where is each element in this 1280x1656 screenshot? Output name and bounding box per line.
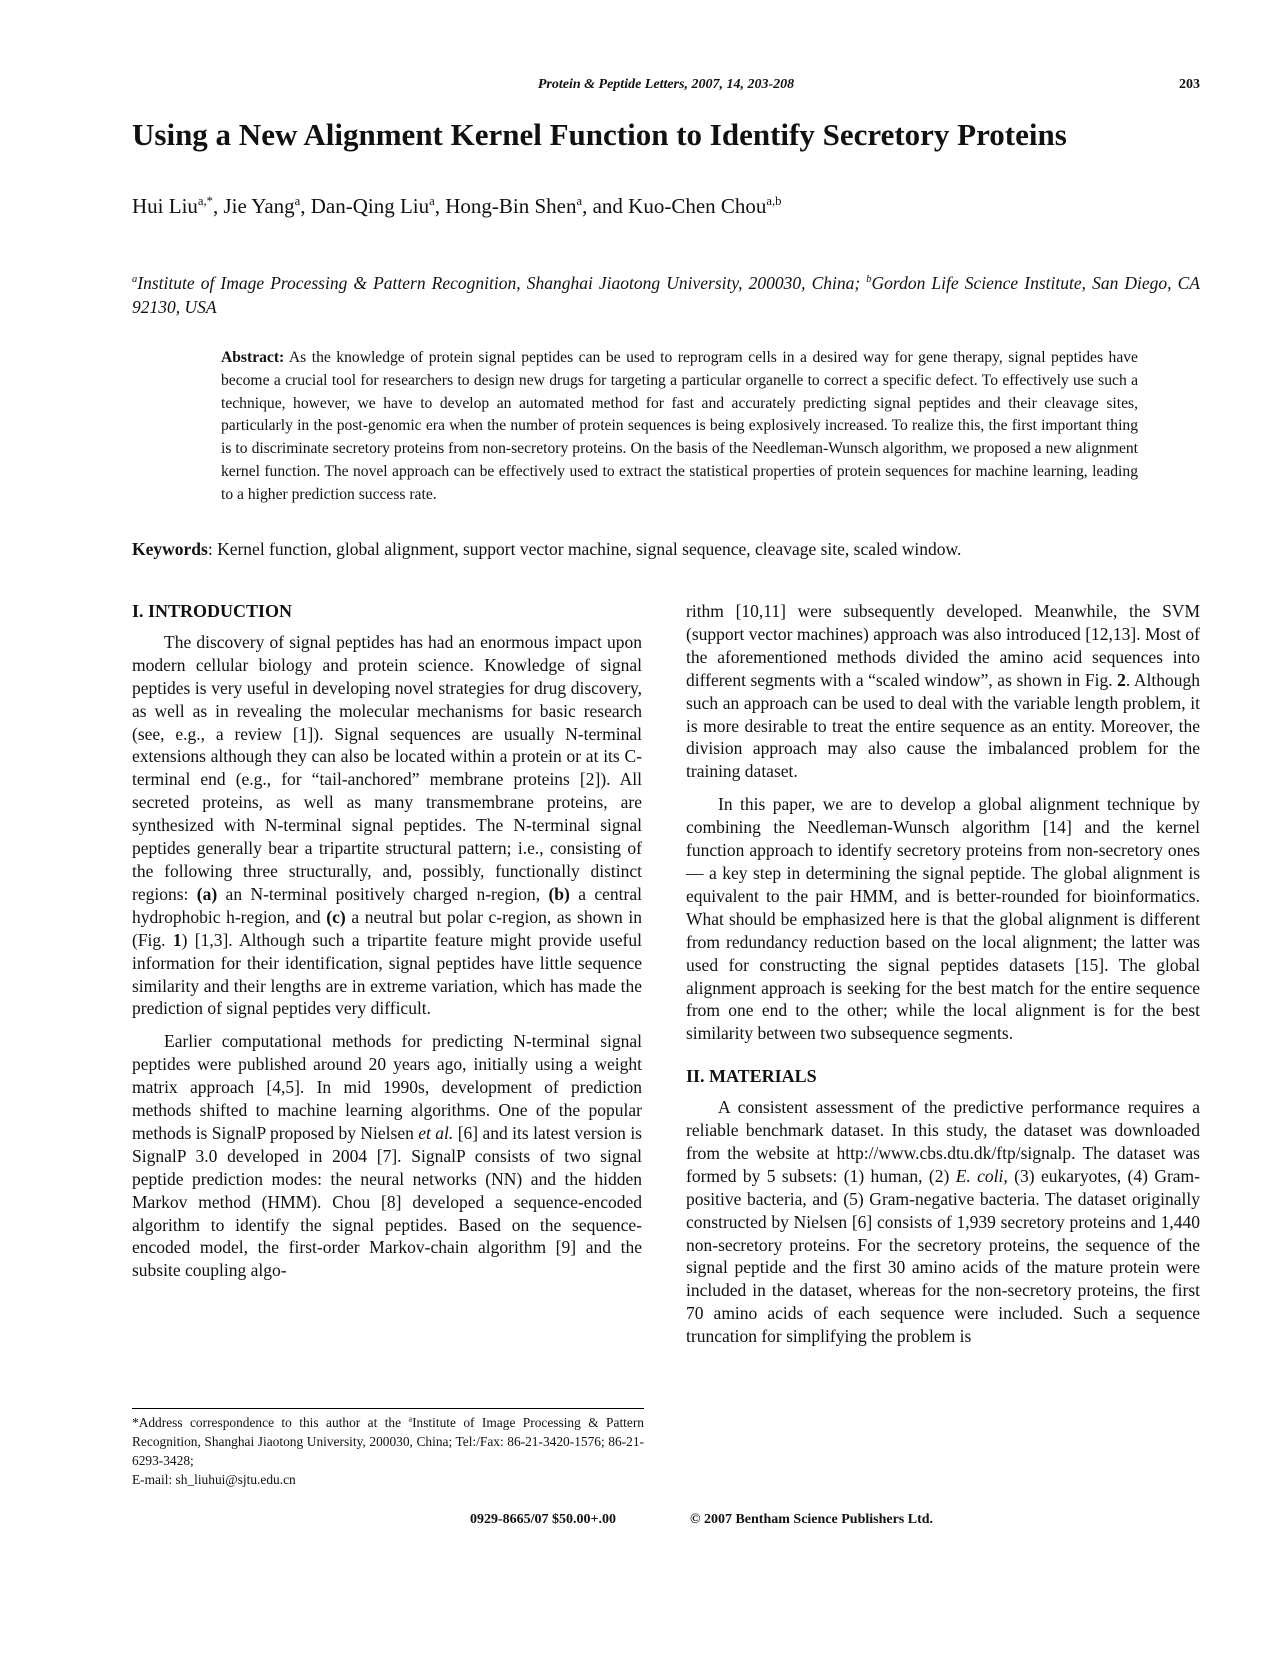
text-run: . Although such an approach can be used to deal with the variable length problem, it is more desirable to treat the entire sequence as an entity. Moreover, the division approach may also cause the imbalanced problem for the training dataset. bbox=[686, 669, 1200, 782]
text-run: Institute of Image Processing & Pattern Recognition, Shanghai Jiaotong University, 200030, China; Tel:/Fax: 86-21-3420-1576; 86-21-6293-3428; bbox=[132, 1415, 644, 1468]
keywords-label: Keywords bbox=[132, 539, 208, 559]
paragraph bbox=[686, 600, 1200, 783]
correspondence-footnote bbox=[132, 1413, 644, 1489]
text-run: (a) bbox=[196, 883, 218, 904]
text-run: *Address correspondence to this author at the bbox=[132, 1415, 409, 1430]
author-affiliation-mark: a bbox=[294, 194, 301, 208]
journal-citation: Protein & Peptide Letters, 2007, 14, 203-208 bbox=[537, 77, 795, 92]
affiliation-mark: a bbox=[408, 1414, 413, 1424]
paragraph: In this paper, we are to develop a global alignment technique by combining the Needleman-Wunsch algorithm [14] and the kernel function approach to identify secretory proteins from non-secretory ones — a key step in determining the signal peptide. The global alignment is equivalent to the pair HMM, and is better-rounded for bioinformatics. What should be emphasized here is that the global alignment is different from redundancy reduction based on the local alignment; the latter was used for constructing the signal peptides datasets [15]. The global alignment approach is seeking for the best match for the entire sequence from one end to the other; while the local alignment is for the best similarity between two subsequence segments. bbox=[686, 794, 1200, 1044]
text-run: ) [1,3]. Although such a tripartite feature might provide useful information for their identification, signal peptides have little sequence similarity and their lengths are in extreme variation, which has made the prediction of signal peptides very difficult. bbox=[132, 929, 642, 1019]
paragraph bbox=[132, 631, 642, 1020]
right-column bbox=[686, 600, 1200, 1358]
copyright-notice: © 2007 Bentham Science Publishers Ltd. bbox=[690, 1512, 934, 1527]
keywords bbox=[132, 538, 1200, 561]
author-name: Hong-Bin Shen bbox=[445, 194, 577, 218]
abstract-label: Abstract: bbox=[221, 349, 285, 366]
author-name: Hui Liu bbox=[132, 194, 198, 218]
affiliation-b: Gordon Life Science Institute, San Diego, CA 92130, USA bbox=[132, 273, 1200, 318]
text-run: a central hydrophobic h-region, and bbox=[132, 883, 642, 927]
author-affiliation-mark: a bbox=[576, 194, 583, 208]
paragraph bbox=[132, 1030, 642, 1282]
author-affiliation-mark: a,* bbox=[197, 194, 213, 208]
page-number: 203 bbox=[1179, 77, 1200, 92]
figure-ref: 2 bbox=[1117, 669, 1126, 690]
text-run: E. coli, bbox=[955, 1165, 1008, 1186]
author-affiliation-mark: a,b bbox=[766, 194, 782, 208]
section-heading-introduction: I. INTRODUCTION bbox=[132, 601, 293, 621]
author-name: Dan-Qing Liu bbox=[310, 194, 430, 218]
paper-title: Using a New Alignment Kernel Function to Identify Secretory Proteins bbox=[132, 117, 1067, 152]
text-run: A consistent assessment of the predictive performance requires a reliable benchmark dataset. In this study, the dataset was downloaded from the website at http://www.cbs.dtu.dk/ftp/signalp. The dataset was formed by 5 subsets: (1) human, (2) bbox=[686, 1097, 1200, 1186]
author-name: Kuo-Chen Chou bbox=[628, 194, 767, 218]
left-column bbox=[132, 600, 642, 1292]
text-run: [6] and its latest version is SignalP 3.0 developed in 2004 [7]. SignalP consists of two signal peptide prediction modes: the neural networks (NN) and the hidden Markov method (HMM). Chou [8] developed a sequence-encoded algorithm to identify the signal peptides. Based on the sequence-encoded model, the first-order Markov-chain algorithm [9] and the subsite coupling algo- bbox=[132, 1122, 642, 1281]
keywords-text: : Kernel function, global alignment, support vector machine, signal sequence, cleavage site, scaled window. bbox=[207, 539, 962, 559]
affiliation-a: Institute of Image Processing & Pattern Recognition, Shanghai Jiaotong University, 200030, China; bbox=[137, 273, 867, 293]
paragraph bbox=[686, 1096, 1200, 1348]
author-name: Jie Yang bbox=[223, 194, 295, 218]
author-list: Hui Liu$^{a,*}$, Jie Yang$^a$, Dan-Qing Liu$^a$, Hong-Bin Shen$^a$, and Kuo-Chen Chou$^{a,b}$ bbox=[132, 194, 782, 218]
affiliation-mark: a bbox=[132, 274, 138, 286]
affiliation-mark: b bbox=[866, 274, 872, 286]
text-run: Earlier computational methods for predicting N-terminal signal peptides were published around 20 years ago, initially using a weight matrix approach [4,5]. In mid 1990s, development of prediction methods shifted to machine learning algorithms. One of the popular methods is SignalP proposed by Nielsen bbox=[132, 1031, 642, 1143]
issn-price-code: 0929-8665/07 $50.00+.00 bbox=[470, 1512, 617, 1527]
text-run: a neutral but polar c-region, as shown in (Fig. bbox=[132, 906, 642, 950]
text-run: The discovery of signal peptides has had an enormous impact upon modern cellular biology and protein science. Knowledge of signal peptides is very useful in developing novel strategies for drug discovery, as well as in revealing the molecular mechanisms for basic research (see, e.g., a review [1]). Signal sequences are usually N-terminal extensions although they can also be located within a protein or at its C-terminal end (e.g., for “tail-anchored” membrane proteins [2]). All secreted proteins, as well as many transmembrane proteins, are synthesized with N-terminal signal peptides. The N-terminal signal peptides generally bear a tripartite structural pattern; i.e., consisting of the following three structurally, and, possibly, functionally distinct regions: bbox=[132, 631, 642, 904]
text-run: an N-terminal positively charged n-region, bbox=[217, 883, 549, 904]
running-header bbox=[132, 77, 1200, 99]
footnote-divider bbox=[132, 1408, 644, 1409]
abstract-text: As the knowledge of protein signal peptides can be used to reprogram cells in a desired way for gene therapy, signal peptides have become a crucial tool for researchers to design new drugs for targeting a particular organelle to correct a specific defect. To effectively use such a technique, however, we have to develop an automated method for fast and accurately predicting signal peptides and their cleavage sites, particularly in the post-genomic era when the number of protein sequences is being explosively increased. To realize this, the first important thing is to discriminate secretory proteins from non-secretory proteins. On the basis of the Needleman-Wunsch algorithm, we proposed a new alignment kernel function. The novel approach can be effectively used to extract the statistical properties of protein sequences for machine learning, leading to a higher prediction success rate. bbox=[221, 349, 1138, 503]
text-run: rithm [10,11] were subsequently developed. Meanwhile, the SVM (support vector machines) approach was also introduced [12,13]. Most of the aforementioned methods divided the amino acid sequences into different segments with a “scaled window”, as shown in Fig. bbox=[686, 601, 1200, 690]
text-run: (c) bbox=[326, 906, 346, 927]
text-run: et al. bbox=[418, 1122, 454, 1143]
text-run: (3) eukaryotes, (4) Gram-positive bacteria, and (5) Gram-negative bacteria. The dataset originally constructed by Nielsen [6] consists of 1,939 secretory proteins and 1,440 non-secretory proteins. For the secretory proteins, the sequence of the signal peptide and the first 30 amino acids of the mature protein were included in the dataset, whereas for the non-secretory proteins, the first 70 amino acids of each sequence were included. Such a sequence truncation for simplifying the problem is bbox=[686, 1165, 1200, 1347]
abstract bbox=[221, 347, 1138, 507]
section-heading-materials: II. MATERIALS bbox=[686, 1066, 817, 1087]
text-run: (b) bbox=[548, 883, 570, 904]
correspondence-email: E-mail: sh_liuhui@sjtu.edu.cn bbox=[132, 1472, 296, 1487]
affiliations bbox=[132, 271, 1200, 319]
author-affiliation-mark: a bbox=[429, 194, 435, 208]
figure-ref: 1 bbox=[172, 929, 182, 950]
